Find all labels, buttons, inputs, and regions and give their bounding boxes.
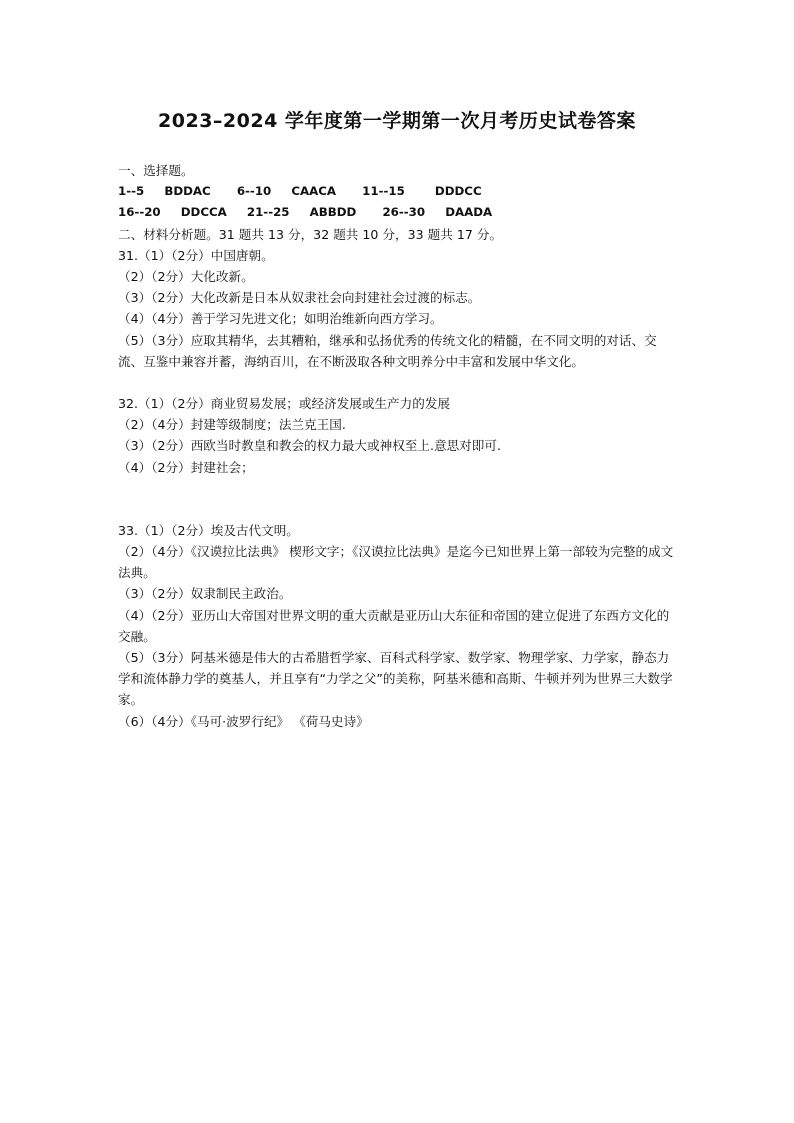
range-label: 16--20 <box>118 205 161 220</box>
spacer <box>118 372 678 393</box>
q33-part5: （5）（3分）阿基米德是伟大的古希腊哲学家、百科式科学家、数学家、物理学家、力学家，静态力学和流体静力学的奠基人，并且享有“力学之父”的美称，阿基米德和高斯、牛顿并列为世界三大数学家。 <box>118 650 673 708</box>
spacer <box>118 499 678 520</box>
page-title: 2023–2024 学年度第一学期第一次月考历史试卷答案 <box>158 110 636 132</box>
range-label: 26--30 <box>382 205 426 220</box>
q33-part2: （2）（4分）《汉谟拉比法典》 楔形文字；《汉谟拉比法典》是迄今已知世界上第一部较为完整的成文法典。 <box>118 544 674 581</box>
q33-part3: （3）（2分）奴隶制民主政治。 <box>118 586 292 602</box>
q31-part3: （3）（2分）大化改新是日本从奴隶社会向封建社会过渡的标志。 <box>118 290 481 306</box>
answer-group: ABBDD <box>309 205 357 220</box>
choice-answers-row-2 <box>118 202 678 223</box>
answer-group: DDCCA <box>180 205 227 220</box>
q31-part5: （5）（3分）应取其精华，去其糟粕，继承和弘扬优秀的传统文化的精髓，在不同文明的对话、交流、互鉴中兼容并蓄，海纳百川，在不断汲取各种文明养分中丰富和发展中华文化。 <box>118 332 657 369</box>
q31-part4: （4）（4分）善于学习先进文化；如明治维新向西方学习。 <box>118 311 443 327</box>
answer-group: DAADA <box>445 205 493 220</box>
range-label: 6--10 <box>236 184 272 199</box>
spacer <box>118 478 678 499</box>
q33-part6: （6）（4分）《马可·波罗行纪》 《荷马史诗》 <box>118 713 369 729</box>
section2-heading: 二、材料分析题。31 题共 13 分，32 题共 10 分，33 题共 17 分。 <box>118 226 503 242</box>
section1-heading: 一、选择题。 <box>118 163 194 178</box>
answer-group: DDDCC <box>434 184 482 199</box>
range-label: 11--15 <box>362 184 405 199</box>
q32-part3: （3）（2分）西欧当时教皇和教会的权力最大或神权至上.意思对即可. <box>118 438 501 454</box>
q32-part2: （2）（4分）封建等级制度；法兰克王国. <box>118 417 346 433</box>
q31-part2: （2）（2分）大化改新。 <box>118 269 254 285</box>
range-label: 1--5 <box>118 184 145 199</box>
answer-group: BDDAC <box>164 184 211 199</box>
answer-content <box>118 160 678 732</box>
q32-part4: （4）（2分）封建社会； <box>118 459 254 475</box>
range-label: 21--25 <box>246 205 290 220</box>
q33-part1: 33.（1）（2分）埃及古代文明。 <box>118 522 299 538</box>
q33-part4: （4）（2分）亚历山大帝国对世界文明的重大贡献是亚历山大东征和帝国的建立促进了东西方文化的交融。 <box>118 607 670 644</box>
q31-part1: 31.（1）（2分）中国唐朝。 <box>118 247 274 263</box>
q32-part1: 32.（1）（2分）商业贸易发展；或经济发展或生产力的发展 <box>118 396 451 412</box>
choice-answers-row-1 <box>118 181 678 202</box>
answer-group: CAACA <box>291 184 337 199</box>
